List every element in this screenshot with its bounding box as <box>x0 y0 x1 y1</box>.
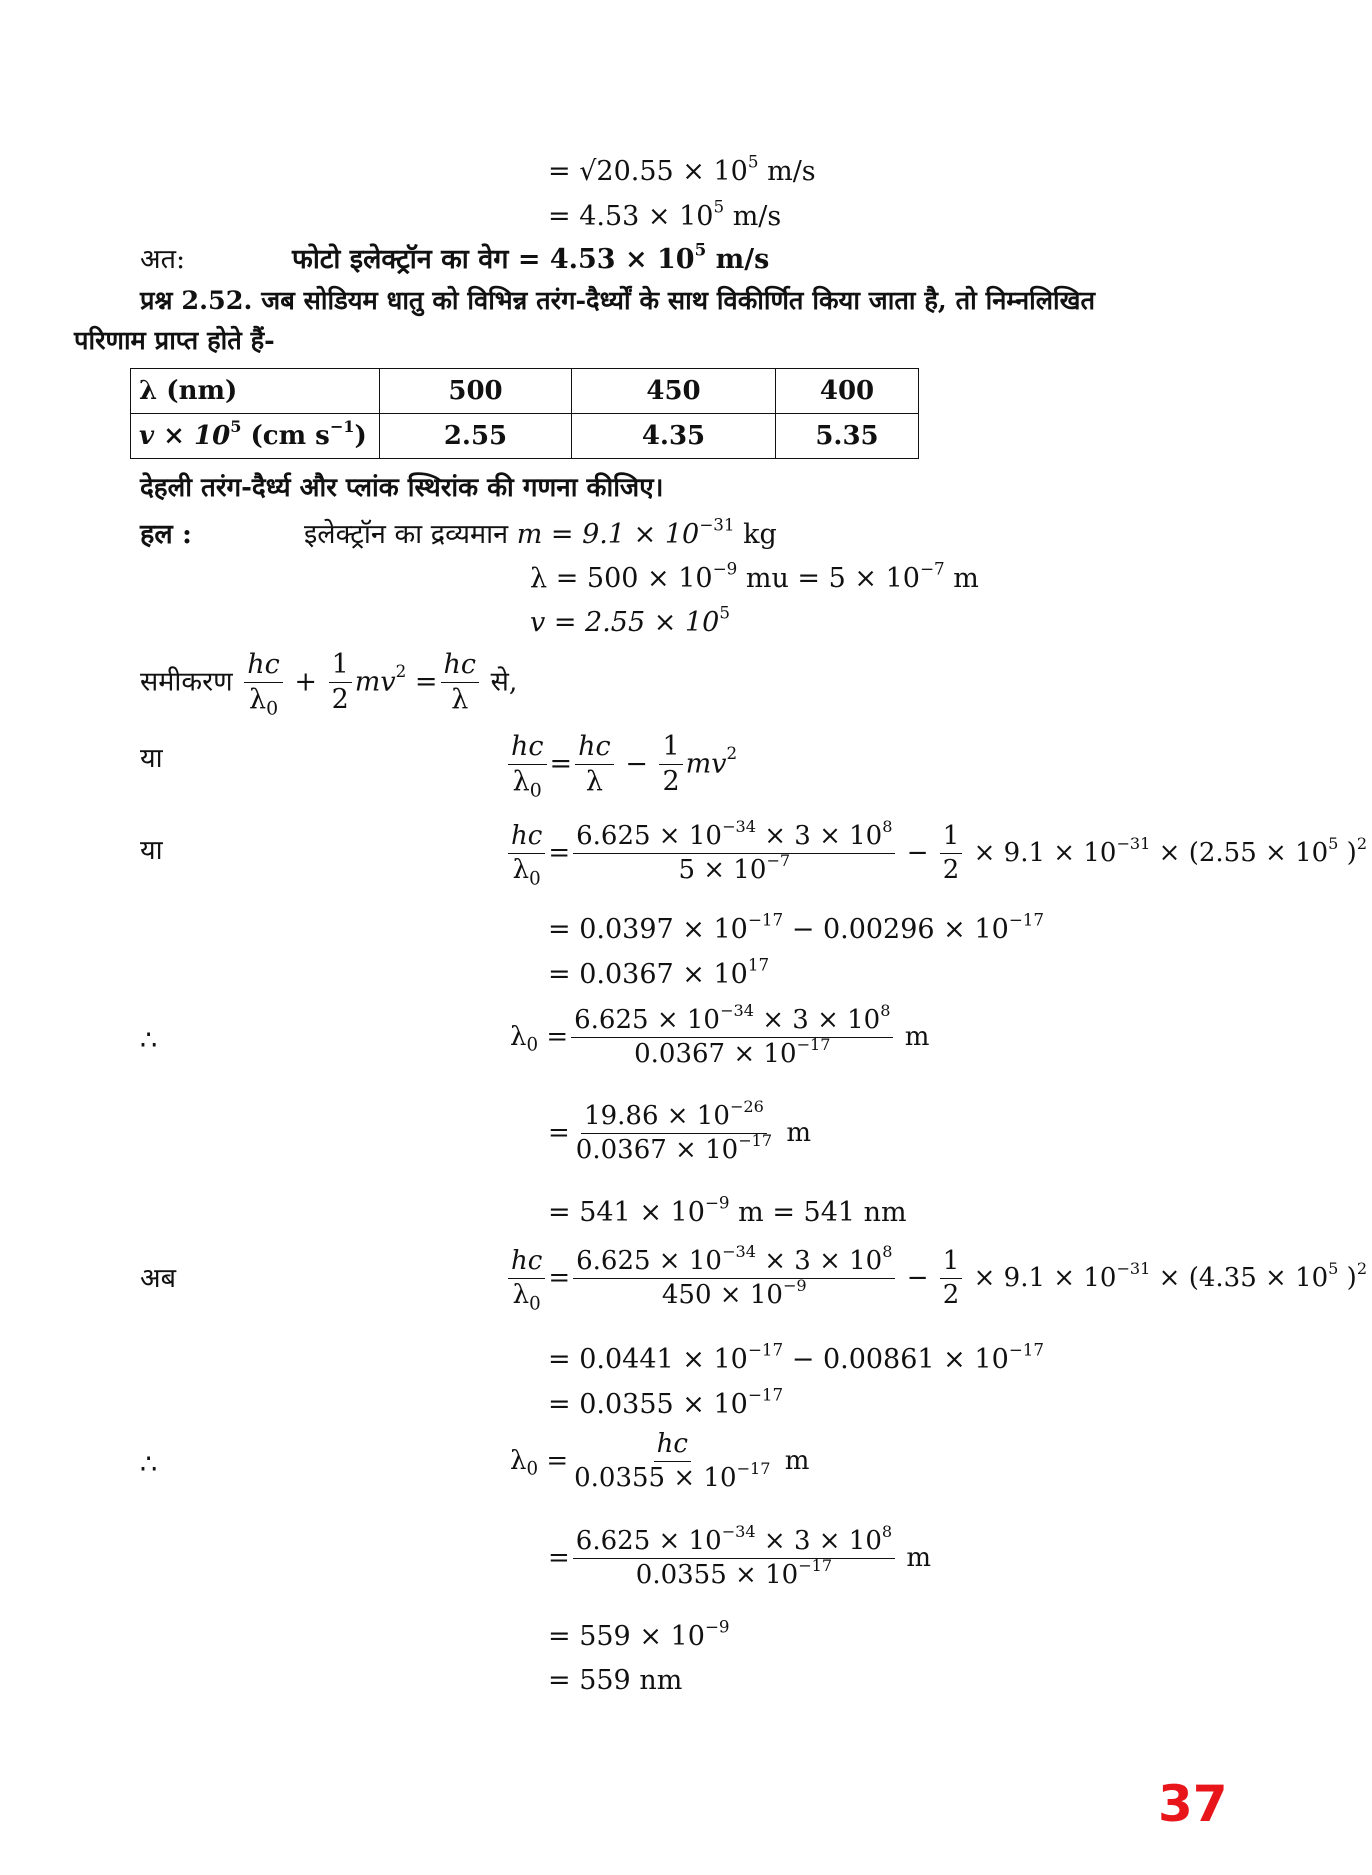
electron-mass: इलेक्ट्रॉन का द्रव्यमान $m = 9.1 \times 10^{-31}$ kg <box>304 514 777 550</box>
photoelectric-equation: समीकरण $\frac{hc}{\lambda_0}$ + $\frac{1}{2}$ $mv^2$ = $\frac{hc}{\lambda}$ से, <box>140 649 518 720</box>
label-ya-1: या <box>140 743 163 774</box>
substitution-450nm: $\frac{hc}{\lambda_0}$ = $\frac{6.625 \times 10^{-34} \times 3 \times 10^8}{450 \times 10^{-9}}$ − $\frac{1}{2}$ × $9.1 \times 10^{-31} \times (4.35 \times 10^5$ )$^2$ <box>505 1245 1367 1311</box>
threshold-wavelength-2-substituted: = $\frac{6.625 \times 10^{-34} \times 3 \times 10^8}{0.0355 \times 10^{-17}}$ m <box>548 1521 932 1590</box>
question-line-2: परिणाम प्राप्त होते हैं- <box>74 326 275 356</box>
page-number: 37 <box>1158 1775 1228 1833</box>
result-559nm: = 559 nm <box>548 1665 683 1696</box>
table-cell: 5.35 <box>776 414 919 459</box>
table-cell: 450 <box>572 369 776 414</box>
calc-line-sqrt: = $√20.55 \times 10^5$ m/s <box>548 151 816 187</box>
table-cell: $v \times 10^5$ (cm $s^{-1}$) <box>131 414 380 459</box>
calc-line-r6: = $559 \times 10^{-9}$ <box>548 1616 730 1652</box>
therefore-symbol-2: ∴ <box>140 1449 158 1480</box>
label-ab: अब <box>140 1263 177 1294</box>
result-label: अत: <box>140 244 186 275</box>
table-cell: 4.35 <box>572 414 776 459</box>
table-cell: 2.55 <box>380 414 572 459</box>
task-statement: देहली तरंग-दैर्ध्य और प्लांक स्थिरांक की गणना कीजिए। <box>140 473 664 503</box>
label-ya-2: या <box>140 835 163 866</box>
threshold-wavelength-1: $\lambda_0$ = $\frac{6.625 \times 10^{-34} \times 3 \times 10^8}{0.0367 \times 10^{-17}}$ m <box>510 1000 930 1069</box>
table-cell: 400 <box>776 369 919 414</box>
question-line-1: प्रश्न 2.52. जब सोडियम धातु को विभिन्न तरंग-दैर्ध्यों के साथ विकीर्णित किया जाता है, तो निम्नलिखित <box>140 286 1096 316</box>
table-cell: λ (nm) <box>131 369 380 414</box>
calc-line-r2: = $0.0367 \times 10^{17}$ <box>548 954 770 990</box>
rearranged-equation: $\frac{hc}{\lambda_0}$ = $\frac{hc}{\lambda}$ − $\frac{1}{2}$ $mv^2$ <box>505 730 737 799</box>
calc-line-r5: = $0.0355 \times 10^{-17}$ <box>548 1384 784 1420</box>
table-row <box>131 369 919 414</box>
threshold-wavelength-2: $\lambda_0$ = $\frac{hc}{0.0355 \times 10^{-17}}$ m <box>510 1429 810 1493</box>
therefore-symbol-1: ∴ <box>140 1025 158 1056</box>
wavelength-value: $\lambda = 500 \times 10^{-9}$ mu = $5 \times 10^{-7}$ m <box>530 558 979 594</box>
solution-label: हल : <box>140 519 193 550</box>
table-row <box>131 414 919 459</box>
threshold-wavelength-simplified: = $\frac{19.86 \times 10^{-26}}{0.0367 \times 10^{-17}}$ m <box>548 1096 812 1165</box>
calc-line-r1: = $0.0397 \times 10^{-17} - 0.00296 \times 10^{-17}$ <box>548 909 1045 945</box>
wavelength-velocity-table <box>130 368 919 459</box>
calc-line-r4: = $0.0441 \times 10^{-17} - 0.00861 \times 10^{-17}$ <box>548 1339 1045 1375</box>
substitution-500nm: $\frac{hc}{\lambda_0}$ = $\frac{6.625 \times 10^{-34} \times 3 \times 10^8}{5 \times 10^{-7}}$ − $\frac{1}{2}$ × $9.1 \times 10^{-31} \times (2.55 \times 10^5$ )$^2$ <box>505 820 1367 886</box>
result-statement: फोटो इलेक्ट्रॉन का वेग = $4.53 \times 10^5$ m/s <box>292 239 770 275</box>
table-cell: 500 <box>380 369 572 414</box>
calc-line-velocity: = $4.53 \times 10^5$ m/s <box>548 196 782 232</box>
velocity-value: $v = 2.55 \times 10^5$ <box>530 602 730 638</box>
result-541nm: = $541 \times 10^{-9}$ m = 541 nm <box>548 1192 907 1228</box>
